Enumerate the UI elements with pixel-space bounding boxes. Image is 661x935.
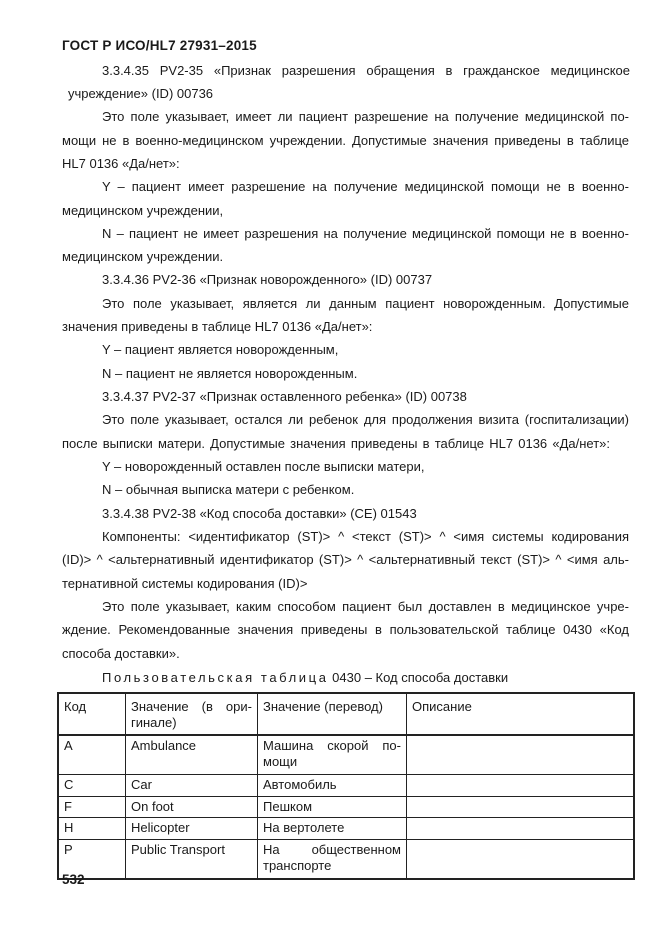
cell-translation: Автомобиль <box>258 775 407 797</box>
paragraph-line: Это поле указывает, каким способом пациент был доставлен в медицинское учре- <box>102 599 629 614</box>
paragraph-line: Компоненты: <идентификатор (ST)> ^ <текст (ST)> ^ <имя системы кодирования <box>102 529 629 544</box>
table-row <box>58 775 634 797</box>
page-number: 532 <box>62 872 85 887</box>
table-caption-label: Пользовательская таблица <box>102 670 329 685</box>
table-row <box>58 797 634 818</box>
cell-code: C <box>58 775 126 797</box>
header-code: Код <box>58 693 126 735</box>
cell-description <box>407 818 635 840</box>
paragraph-line: тернативной системы кодирования (ID)> <box>62 576 308 591</box>
paragraph-line: (ID)> ^ <альтернативный идентификатор (ST)> ^ <альтернативный текст (ST)> ^ <имя аль- <box>62 552 629 567</box>
paragraph-line: Это поле указывает, является ли данным пациент новорожденным. Допустимые <box>102 296 629 311</box>
cell-code: F <box>58 797 126 818</box>
paragraph-line: способа доставки». <box>62 646 180 661</box>
paragraph-line: Это поле указывает, имеет ли пациент разрешение на получение медицинской по- <box>102 109 629 124</box>
paragraph-line: Y – новорожденный оставлен после выписки матери, <box>102 459 425 474</box>
header-description: Описание <box>407 693 635 735</box>
delivery-method-table <box>57 692 635 880</box>
cell-original: Car <box>126 775 258 797</box>
cell-code: P <box>58 840 126 880</box>
paragraph-line: мощи не в военно-медицинском учреждении. Допустимые значения приведены в таблице <box>62 133 629 148</box>
paragraph-line: HL7 0136 «Да/нет»: <box>62 156 180 171</box>
paragraph-line: Y – пациент является новорожденным, <box>102 342 339 357</box>
paragraph-line: N – пациент не является новорожденным. <box>102 366 358 381</box>
table-row <box>58 818 634 840</box>
paragraph-line: медицинском учреждении. <box>62 249 224 264</box>
section-heading-3-3-4-37: 3.3.4.37 PV2-37 «Признак оставленного ребенка» (ID) 00738 <box>102 389 467 404</box>
table-row <box>58 735 634 775</box>
document-header: ГОСТ Р ИСО/HL7 27931–2015 <box>62 38 257 53</box>
table-header-row <box>58 693 634 735</box>
section-heading-3-3-4-35: 3.3.4.35 PV2-35 «Признак разрешения обращения в гражданское медицинское <box>102 63 630 78</box>
table-caption-title: 0430 – Код способа доставки <box>328 670 509 685</box>
cell-code: A <box>58 735 126 775</box>
paragraph-line: учреждение» (ID) 00736 <box>68 86 214 101</box>
paragraph-line: после выписки матери. Допустимые значения приведены в таблице HL7 0136 «Да/нет»: <box>62 436 610 451</box>
paragraph-line: медицинском учреждении, <box>62 203 224 218</box>
paragraph-line: N – пациент не имеет разрешения на получение медицинской помощи не в военно- <box>102 226 629 241</box>
cell-description <box>407 840 635 880</box>
paragraph-line: значения приведены в таблице HL7 0136 «Да/нет»: <box>62 319 373 334</box>
cell-code: H <box>58 818 126 840</box>
cell-description <box>407 797 635 818</box>
cell-original: Ambulance <box>126 735 258 775</box>
cell-translation: На вертолете <box>258 818 407 840</box>
section-heading-3-3-4-38: 3.3.4.38 PV2-38 «Код способа доставки» (CE) 01543 <box>102 506 417 521</box>
paragraph-line: N – обычная выписка матери с ребенком. <box>102 482 355 497</box>
paragraph-line: Y – пациент имеет разрешение на получение медицинской помощи не в военно- <box>102 179 629 194</box>
cell-translation: Машина скорой по- мощи <box>258 735 407 775</box>
cell-original: Public Transport <box>126 840 258 880</box>
header-translation: Значение (перевод) <box>258 693 407 735</box>
section-heading-3-3-4-36: 3.3.4.36 PV2-36 «Признак новорожденного» (ID) 00737 <box>102 272 433 287</box>
paragraph-line: Это поле указывает, остался ли ребенок для продолжения визита (госпитализации) <box>102 412 629 427</box>
paragraph-line: ждение. Рекомендованные значения приведены в пользовательской таблице 0430 «Код <box>62 622 629 637</box>
cell-translation: На общественном транспорте <box>258 840 407 880</box>
cell-original: On foot <box>126 797 258 818</box>
cell-description <box>407 775 635 797</box>
table-caption <box>102 670 508 685</box>
table-row <box>58 840 634 880</box>
cell-translation: Пешком <box>258 797 407 818</box>
cell-original: Helicopter <box>126 818 258 840</box>
cell-description <box>407 735 635 775</box>
header-original-value: Значение (в ори- гинале) <box>126 693 258 735</box>
